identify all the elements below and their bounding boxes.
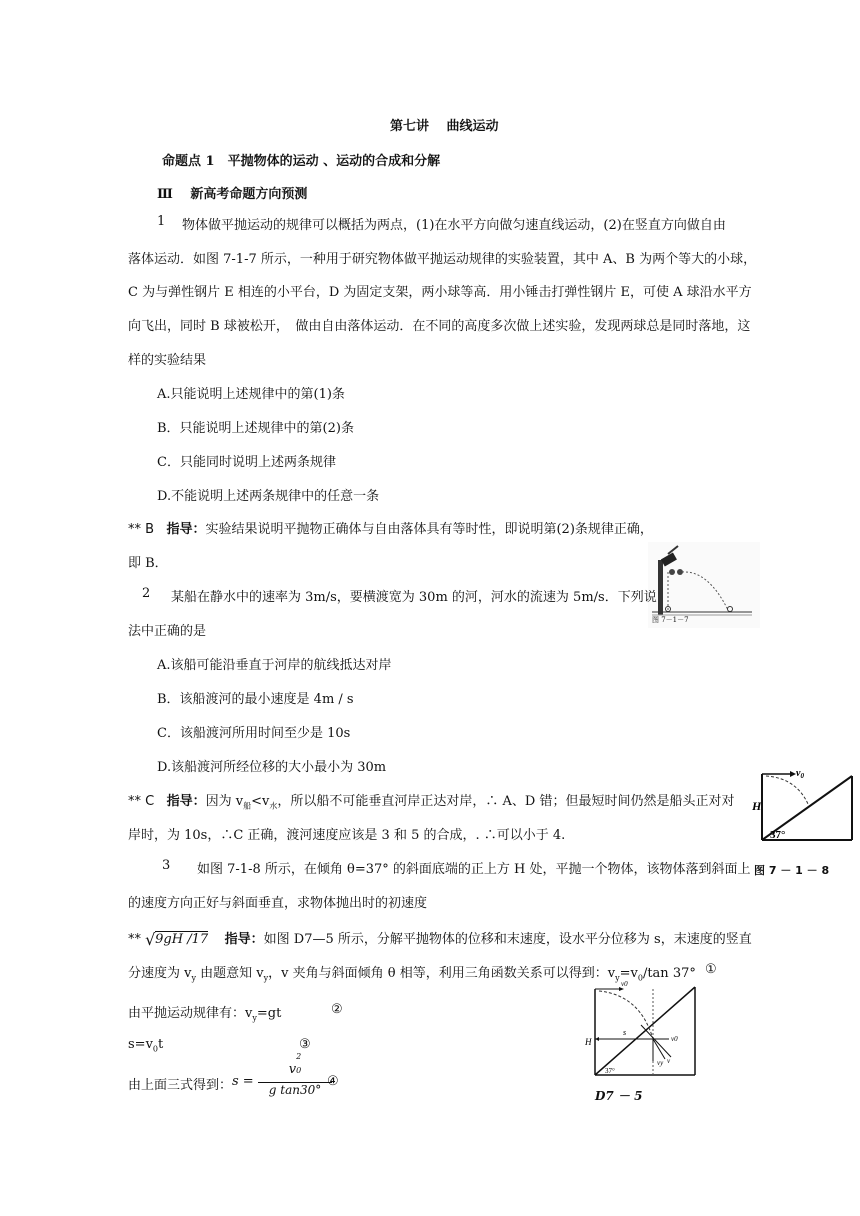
q2-option-c: C．该船渡河所用时间至少是 10s xyxy=(157,726,351,741)
q3-line2: 的速度方向正好与斜面垂直，求物体抛出时的初速度 xyxy=(128,896,428,911)
figure-7-1-7-caption: 图 7－1－7 xyxy=(652,616,689,624)
q3-guide-label: 指导： xyxy=(224,932,264,947)
figure-7-1-8 xyxy=(752,768,860,878)
fig-label-v0: $v_0$ xyxy=(796,768,804,780)
q3-answer-formula: √ 9gH /17 xyxy=(145,930,209,949)
svg-text:37°: 37° xyxy=(605,1067,615,1075)
q1-line2: 落体运动．如图 7-1-7 所示，一种用于研究物体做平抛运动规律的实验装置，其中 A、B 为两个等大的小球， xyxy=(128,252,757,267)
q1-answer: ** B xyxy=(128,522,155,537)
q3-circle-1: ① xyxy=(705,962,717,977)
figure-d7-5-caption: D7 － 5 xyxy=(595,1089,643,1103)
q3-answer-prefix: ** xyxy=(128,932,141,947)
svg-text:v0: v0 xyxy=(621,980,628,988)
fig-label-H: H xyxy=(752,799,762,813)
q1-option-c: C．只能同时说明上述两条规律 xyxy=(157,455,336,470)
q2-exp-c: ，所以船不可能垂直河岸正达对岸，∴ A、D 错；但最短时间仍然是船头正对对 xyxy=(277,794,735,809)
section-heading: Ⅲ 新高考命题方向预测 xyxy=(157,187,308,202)
q3-answer-line xyxy=(128,928,752,947)
q2-option-a: A.该船可能沿垂直于河岸的航线抵达对岸 xyxy=(157,658,392,673)
q1-option-b: B．只能说明上述规律中的第(2)条 xyxy=(157,421,354,436)
q2-line1: 某船在静水中的速率为 3m/s，要横渡宽为 30m 的河，河水的流速为 5m/s．下列说 xyxy=(171,590,657,605)
q2-sub1: 船 xyxy=(243,801,252,811)
figure-d7-5 xyxy=(585,975,700,1115)
q1-option-d: D.不能说明上述两条规律中的任意一条 xyxy=(157,489,380,504)
fig-label-37: 37° xyxy=(770,829,786,841)
q1-answer-line xyxy=(128,518,653,537)
svg-text:vy: vy xyxy=(657,1059,664,1067)
q1-explanation-2: 即 B． xyxy=(128,556,168,571)
q1-guide-label: 指导： xyxy=(166,522,206,537)
q1-line4: 向飞出，同时 B 球被松开， 做由自由落体运动．在不同的高度多次做上述实验，发现两球总是同时落地，这 xyxy=(128,319,751,334)
q2-answer: ** C xyxy=(128,794,155,809)
q3-exp4-line: $s=v_0t$ xyxy=(128,1037,164,1054)
q2-sub2: 水 xyxy=(269,801,278,811)
q2-option-d: D.该船渡河所经位移的大小最小为 30m xyxy=(157,760,387,775)
q2-answer-line xyxy=(128,790,734,812)
q1-line3: C 为与弹性钢片 E 相连的小平台，D 为固定支架，两小球等高．用小锤击打弹性钢片 E，可使 A 球沿水平方 xyxy=(128,285,752,300)
q3-circle-4: ④ xyxy=(327,1074,339,1089)
q1-line5: 样的实验结果 xyxy=(128,353,207,368)
q2-exp-a: 因为 v xyxy=(205,794,244,809)
svg-text:v0: v0 xyxy=(671,1035,678,1043)
q3-exp2-line: 分速度为 $v_y$ 由题意知 $v_y$，v 夹角与斜面倾角 θ 相等，利用三角函数关系可以得到：$v_y=v_0/\tan$ 37° xyxy=(128,966,696,983)
q2-line2: 法中正确的是 xyxy=(128,624,207,639)
q3-exp3-line: 由平抛运动规律有：$v_y=gt$ xyxy=(128,1006,282,1023)
figure-7-1-7 xyxy=(648,542,760,628)
q2-exp-b: <v xyxy=(251,794,270,809)
q3-number: 3 xyxy=(162,858,171,873)
page-title: 第七讲 曲线运动 xyxy=(390,119,499,134)
q1-number: 1 xyxy=(157,214,166,229)
svg-text:v: v xyxy=(667,1057,671,1065)
svg-text:H: H xyxy=(585,1037,592,1047)
q3-line1: 如图 7-1-8 所示，在倾角 θ=37° 的斜面底端的正上方 H 处，平抛一个物体，该物体落到斜面上 xyxy=(197,862,751,877)
figure-7-1-8-caption: 图 7 － 1 － 8 xyxy=(754,864,830,877)
q2-explanation-2: 岸时，为 10s，∴C 正确，渡河速度应该是 3 和 5 的合成，. ∴可以小于 4. xyxy=(128,828,566,843)
q3-circle-3: ③ xyxy=(299,1037,311,1052)
q1-option-a: A.只能说明上述规律中的第(1)条 xyxy=(157,387,345,402)
q2-guide-label: 指导： xyxy=(166,794,206,809)
svg-text:s: s xyxy=(623,1028,627,1037)
q1-line1: 物体做平抛运动的规律可以概括为两点，(1)在水平方向做匀速直线运动，(2)在竖直方向做自由 xyxy=(182,218,726,233)
q2-option-b: B．该船渡河的最小速度是 4m / s xyxy=(157,692,354,707)
q3-exp5-label: 由上面三式得到： xyxy=(128,1078,233,1093)
q3-exp1: 如图 D7—5 所示，分解平抛物体的位移和末速度，设水平分位移为 s，末速度的竖直 xyxy=(263,932,752,947)
q1-explanation: 实验结果说明平抛物正确体与自由落体具有等时性，即说明第(2)条规律正确， xyxy=(205,522,653,537)
q3-circle-2: ② xyxy=(331,1002,343,1017)
q2-number: 2 xyxy=(142,586,151,601)
topic-heading: 命题点 1 平抛物体的运动 、运动的合成和分解 xyxy=(162,154,441,169)
